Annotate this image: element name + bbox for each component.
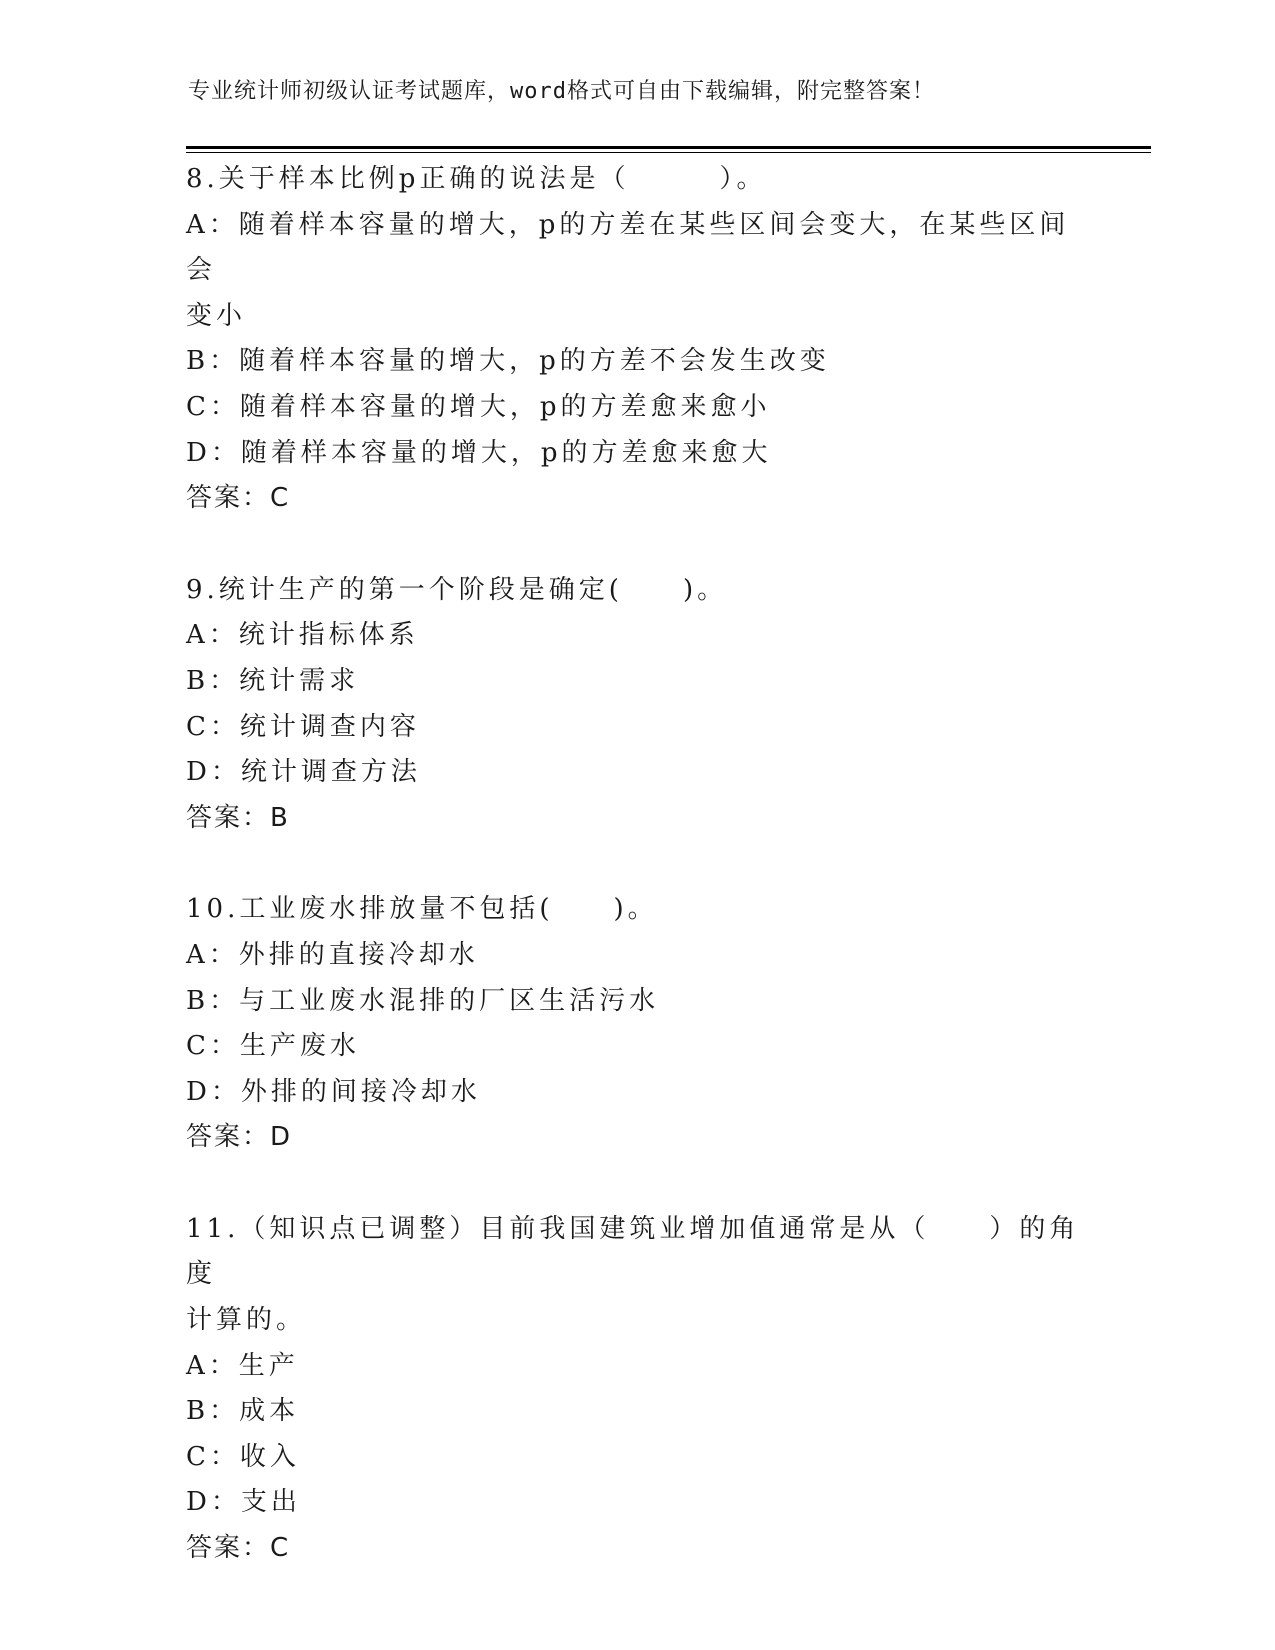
option-b: B：成本 bbox=[186, 1396, 300, 1427]
option-d: D：统计调查方法 bbox=[186, 757, 421, 788]
option-a: A：随着样本容量的增大，p的方差在某些区间会变大，在某些区间会 bbox=[186, 209, 1070, 286]
option-a: A：生产 bbox=[186, 1350, 299, 1381]
question-stem: 8.关于样本比例p正确的说法是（ ）。 bbox=[186, 164, 767, 194]
question-list bbox=[186, 157, 1086, 1618]
option-b: B：与工业废水混排的厂区生活污水 bbox=[186, 985, 660, 1016]
question-10 bbox=[186, 887, 1086, 1161]
question-stem-continued: 计算的。 bbox=[186, 1305, 307, 1336]
question-stem: 10.工业废水排放量不包括( )。 bbox=[186, 894, 658, 925]
header-rule-thick bbox=[186, 146, 1151, 149]
question-stem: 11.（知识点已调整）目前我国建筑业增加值通常是从（ ）的角度 bbox=[186, 1213, 1080, 1290]
option-c: C：收入 bbox=[186, 1441, 300, 1472]
option-d: D：支出 bbox=[186, 1487, 301, 1518]
header-rule-thin bbox=[186, 152, 1151, 153]
document-header: 专业统计师初级认证考试题库，word格式可自由下载编辑，附完整答案！ bbox=[188, 79, 935, 104]
question-8 bbox=[186, 157, 1086, 522]
option-a-continued: 变小 bbox=[186, 300, 247, 331]
question-stem: 9.统计生产的第一个阶段是确定( )。 bbox=[186, 574, 728, 605]
answer-line: 答案：C bbox=[186, 1533, 291, 1564]
option-c: C：生产废水 bbox=[186, 1031, 360, 1062]
option-a: A：外排的直接冷却水 bbox=[186, 939, 479, 970]
option-b: B：随着样本容量的增大，p的方差不会发生改变 bbox=[186, 346, 830, 377]
option-d: D：随着样本容量的增大，p的方差愈来愈大 bbox=[186, 437, 772, 468]
answer-line: 答案：B bbox=[186, 802, 290, 833]
answer-line: 答案：D bbox=[186, 1122, 293, 1153]
answer-line: 答案：C bbox=[186, 483, 291, 514]
option-a: A：统计指标体系 bbox=[186, 620, 419, 651]
question-9 bbox=[186, 568, 1086, 842]
option-c: C：随着样本容量的增大，p的方差愈来愈小 bbox=[186, 391, 771, 422]
option-c: C：统计调查内容 bbox=[186, 711, 420, 742]
question-11 bbox=[186, 1207, 1086, 1572]
option-d: D：外排的间接冷却水 bbox=[186, 1076, 481, 1107]
option-b: B：统计需求 bbox=[186, 665, 360, 696]
